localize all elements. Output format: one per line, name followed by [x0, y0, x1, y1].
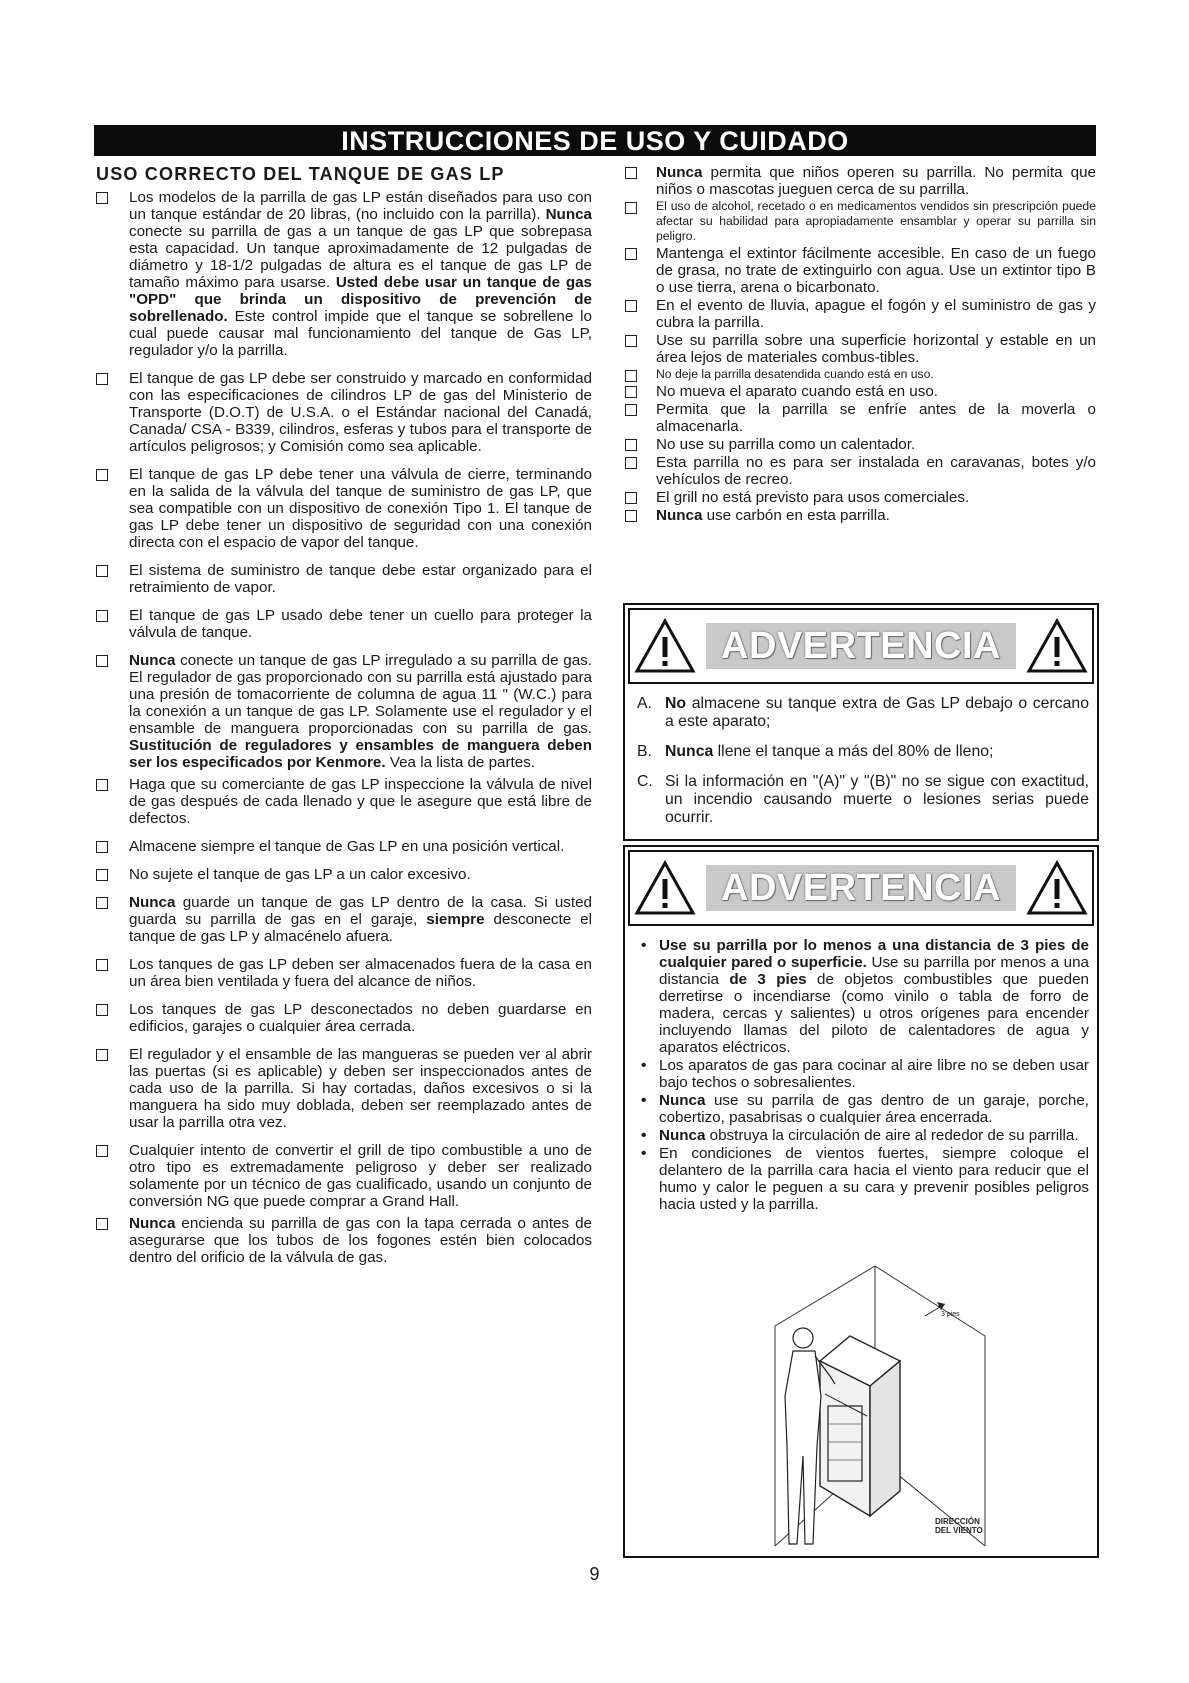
emphasis-text: Sustitución de reguladores y ensambles de manguera deben ser los especificados por Kenmore.	[129, 737, 592, 771]
distance-marker: 3 pies	[941, 1311, 960, 1318]
checkbox-icon	[96, 959, 108, 971]
list-item	[94, 466, 592, 551]
warning-bullet-item	[637, 1127, 1089, 1144]
warning-bullet-item	[637, 937, 1089, 1056]
body-text: El tanque de gas LP usado debe tener un cuello para proteger la válvula de tanque.	[129, 607, 592, 641]
checkbox-icon	[96, 841, 108, 853]
checkbox-icon	[625, 457, 637, 469]
checkbox-icon	[96, 610, 108, 622]
checkbox-icon	[625, 167, 637, 179]
body-text: desconecte el tanque de gas LP y almacénelo afuera.	[129, 911, 592, 945]
warning-word: ADVERTENCIA	[706, 623, 1016, 669]
body-text: conecte su parrilla de gas a un tanque de gas LP que sobrepasa esta capacidad. Un tanque aproximadamente de 12 pulgadas de diámetro y 18-1/2 pulgadas de altura es el tanque de gas LP de tamaño máximo para usarse.	[129, 223, 592, 291]
bullet-icon: •	[641, 1145, 647, 1162]
page-title-banner: INSTRUCCIONES DE USO Y CUIDADO	[94, 125, 1096, 156]
warning-triangle-icon	[1026, 860, 1088, 916]
body-text: Cualquier intento de convertir el grill de tipo combustible a uno de otro tipo es extremadamente peligroso y deber ser realizado solamente por un técnico de gas cualificado, usando un conjunto de conversión NG que puede comprar a Grand Hall.	[129, 1142, 592, 1210]
list-item	[623, 489, 1096, 506]
body-text: Los tanques de gas LP desconectados no deben guardarse en edificios, garajes o cualquier área cerrada.	[129, 1001, 592, 1035]
checkbox-icon	[96, 779, 108, 791]
warning-bullet-item	[637, 1145, 1089, 1213]
checkbox-icon	[96, 469, 108, 481]
list-item	[623, 164, 1096, 198]
list-item	[623, 436, 1096, 453]
checkbox-icon	[96, 1004, 108, 1016]
checkbox-icon	[96, 869, 108, 881]
list-item	[94, 652, 592, 771]
bullet-icon: •	[641, 1057, 647, 1074]
list-item	[623, 332, 1096, 366]
checkbox-icon	[96, 565, 108, 577]
checkbox-icon	[96, 373, 108, 385]
list-item	[94, 370, 592, 455]
list-item	[94, 562, 592, 596]
warning-item	[637, 773, 1089, 827]
list-item	[94, 1046, 592, 1131]
body-text: obstruya la circulación de aire al rededor de su parrilla.	[705, 1127, 1079, 1144]
body-text: En el evento de lluvia, apague el fogón y el suministro de gas y cubra la parrilla.	[656, 297, 1096, 331]
body-text: Vea la lista de partes.	[385, 754, 536, 771]
warning-triangle-icon	[1026, 618, 1088, 674]
checkbox-icon	[625, 335, 637, 347]
warning-bullet-item	[637, 1092, 1089, 1126]
checkbox-icon	[625, 492, 637, 504]
checkbox-icon	[96, 192, 108, 204]
list-item	[623, 297, 1096, 331]
checkbox-icon	[625, 510, 637, 522]
wind-direction-label-2: DEL VIENTO	[935, 1526, 983, 1535]
bullet-icon: •	[641, 937, 647, 954]
list-item	[94, 894, 592, 945]
emphasis-text: Nunca	[129, 1215, 176, 1232]
body-text: Use su parrilla por menos a una distancia	[659, 954, 1089, 988]
warning-header	[628, 608, 1094, 684]
checkbox-icon	[625, 202, 637, 214]
emphasis-text: de 3 pies	[729, 971, 807, 988]
checkbox-icon	[96, 1218, 108, 1230]
body-text: No sujete el tanque de gas LP a un calor excesivo.	[129, 866, 471, 883]
emphasis-text: Nunca	[656, 164, 703, 181]
warning-triangle-icon	[634, 618, 696, 674]
checkbox-icon	[625, 386, 637, 398]
emphasis-text: Nunca	[656, 507, 703, 524]
section-title: USO CORRECTO DEL TANQUE DE GAS LP	[96, 164, 505, 184]
warning-header	[628, 850, 1094, 926]
body-text: de objetos combustibles que pueden derretirse o incendiarse (como vinilo o tabla de forro de madera, cercas y salientes) u otros orígenes para encender incluyendo llamas del piloto de calentadores de agua y aparatos eléctricos.	[659, 971, 1089, 1056]
list-item	[94, 1001, 592, 1035]
body-text: Use su parrilla sobre una superficie horizontal y estable en un área lejos de materiales combus-tibles.	[656, 332, 1096, 366]
body-text: Haga que su comerciante de gas LP inspeccione la válvula de nivel de gas después de cada llenado y que le asegure que está libre de defectos.	[129, 776, 592, 827]
item-letter: A.	[637, 695, 652, 712]
list-item	[94, 1215, 592, 1266]
checkbox-icon	[96, 1049, 108, 1061]
body-text: El regulador y el ensamble de las mangueras se pueden ver al abrir las puertas (si es aplicable) y deben ser inspeccionados antes de cada uso de la parrilla. Si hay cortadas, daños excesivos o si la manguera ha sido muy doblada, deben ser reemplazado antes de usar la parrilla otra vez.	[129, 1046, 592, 1131]
emphasis-text: siempre	[426, 911, 485, 928]
warning-item	[637, 695, 1089, 731]
body-text: En condiciones de vientos fuertes, siempre coloque el delantero de la parrilla cara hacia el viento para reducir que el humo y calor le peguen a su cara y prevenir posibles peligros hacia usted y la parrilla.	[659, 1145, 1089, 1213]
list-item	[94, 776, 592, 827]
checkbox-icon	[625, 300, 637, 312]
warning-bullet-item	[637, 1057, 1089, 1091]
body-text: Almacene siempre el tanque de Gas LP en una posición vertical.	[129, 838, 565, 855]
emphasis-text: Nunca	[545, 206, 592, 223]
list-item	[94, 866, 592, 883]
emphasis-text: Usted debe usar un tanque de gas "OPD" que brinda un dispositivo de prevención de sobrellenado.	[129, 274, 592, 325]
body-text: conecte un tanque de gas LP irregulado a su parrilla de gas. El regulador de gas proporcionado con su parrilla está ajustado para una presión de tomacorriente de columna de agua 11 " (W.C.) para la conexión a un tanque de gas LP. Solamente use el regulador y el ensamble de manguera proporcionadas con su parrilla de gas.	[129, 652, 592, 737]
body-text: El tanque de gas LP debe ser construido y marcado en conformidad con las especificaciones de cilindros LP de gas del Ministerio de Transporte (D.O.T) de U.S.A. o el Estándar nacional del Canadá, Canada/ CSA - B339, cilindros, esferas y tubos para el transporte de artículos peligrosos; y Comisión como sea aplicable.	[129, 370, 592, 455]
list-item	[94, 1142, 592, 1210]
page-number: 9	[589, 1564, 600, 1584]
list-item	[623, 245, 1096, 296]
body-text: llene el tanque a más del 80% de lleno;	[713, 743, 994, 760]
left-column	[94, 164, 592, 1277]
body-text: El grill no está previsto para usos comerciales.	[656, 489, 970, 506]
warning-word: ADVERTENCIA	[706, 865, 1016, 911]
body-text: El sistema de suministro de tanque debe estar organizado para el retraimiento de vapor.	[129, 562, 592, 596]
body-text: use carbón en esta parrilla.	[702, 507, 890, 524]
warning-triangle-icon	[634, 860, 696, 916]
body-text: El uso de alcohol, recetado o en medicamentos vendidos sin prescripción puede afectar su habilidad para apropiadamente ensamblar y operar su parrilla sin peligro.	[656, 199, 1096, 243]
body-text: No deje la parrilla desatendida cuando está en uso.	[656, 367, 934, 381]
checkbox-icon	[625, 439, 637, 451]
checkbox-icon	[625, 370, 637, 382]
list-item	[94, 838, 592, 855]
body-text: Mantenga el extintor fácilmente accesible. En caso de un fuego de grasa, no trate de extinguirlo con agua. Use un extintor tipo B o use tierra, arena o bicarbonato.	[656, 245, 1096, 296]
checkbox-icon	[96, 1145, 108, 1157]
checkbox-icon	[96, 655, 108, 667]
body-text: use su parrila de gas dentro de un garaje, porche, cobertizo, pasabrisas o cualquier área encerrada.	[659, 1092, 1089, 1126]
item-letter: B.	[637, 743, 652, 760]
list-item	[623, 507, 1096, 524]
emphasis-text: Nunca	[129, 652, 176, 669]
list-item	[623, 367, 1096, 382]
body-text: Los modelos de la parrilla de gas LP están diseñados para uso con un tanque estándar de 20 libras, (no incluido con la parrilla).	[129, 189, 592, 223]
item-letter: C.	[637, 773, 653, 790]
warning-item	[637, 743, 1089, 761]
emphasis-text: Nunca	[129, 894, 176, 911]
body-text: Los tanques de gas LP deben ser almacenados fuera de la casa en un área bien ventilada y fuera del alcance de niños.	[129, 956, 592, 990]
right-column	[623, 164, 1096, 525]
body-text: Si la información en "(A)" y "(B)" no se sigue con exactitud, un incendio causando muerte o lesiones serias puede ocurrir.	[665, 773, 1089, 826]
list-item	[94, 956, 592, 990]
warning-box-2	[623, 845, 1099, 1558]
body-text: El tanque de gas LP debe tener una válvula de cierre, terminando en la salida de la válvula del tanque de suministro de gas LP, que sea compatible con un dispositivo de conexión Tipo 1. El tanque de gas LP debe tener un dispositivo de seguridad con una conexión directa con el espacio de vapor del tanque.	[129, 466, 592, 551]
body-text: guarde un tanque de gas LP dentro de la casa. Si usted guarda su parrilla de gas en el garaje,	[129, 894, 592, 928]
emphasis-text: Nunca	[659, 1127, 706, 1144]
emphasis-text: No	[665, 695, 687, 712]
list-item	[623, 383, 1096, 400]
list-item	[94, 189, 592, 359]
body-text: Este control impide que el tanque se sobrellene lo cual puede causar mal funcionamiento del tanque de Gas LP, regulador y/o la parrilla.	[129, 308, 592, 359]
warning-box-1	[623, 603, 1099, 841]
bullet-icon: •	[641, 1092, 647, 1109]
body-text: Los aparatos de gas para cocinar al aire libre no se deben usar bajo techos o sobresalientes.	[659, 1057, 1089, 1091]
checkbox-icon	[625, 248, 637, 260]
emphasis-text: Use su parrilla por lo menos a una distancia de 3 pies de cualquier pared o superficie.	[659, 937, 1089, 971]
emphasis-text: Nunca	[659, 1092, 706, 1109]
checkbox-icon	[96, 897, 108, 909]
body-text: No mueva el aparato cuando está en uso.	[656, 383, 938, 400]
body-text: No use su parrilla como un calentador.	[656, 436, 916, 453]
emphasis-text: Nunca	[665, 743, 714, 760]
list-item	[94, 607, 592, 641]
wind-direction-label-1: DIRECCIÓN	[935, 1517, 980, 1526]
list-item	[623, 454, 1096, 488]
list-item	[623, 401, 1096, 435]
checkbox-icon	[625, 404, 637, 416]
grill-placement-illustration	[625, 1256, 1097, 1556]
list-item	[623, 199, 1096, 244]
body-text: Permita que la parrilla se enfríe antes de la moverla o almacenarla.	[656, 401, 1096, 435]
body-text: permita que niños operen su parrilla. No permita que niños o mascotas jueguen cerca de su parrilla.	[656, 164, 1096, 198]
body-text: encienda su parrilla de gas con la tapa cerrada o antes de asegurarse que los tubos de los fogones estén bien colocados dentro del orificio de la válvula de gas.	[129, 1215, 592, 1266]
body-text: almacene su tanque extra de Gas LP debajo o cercano a este aparato;	[665, 695, 1089, 730]
bullet-icon: •	[641, 1127, 647, 1144]
body-text: Esta parrilla no es para ser instalada en caravanas, botes y/o vehículos de recreo.	[656, 454, 1096, 488]
